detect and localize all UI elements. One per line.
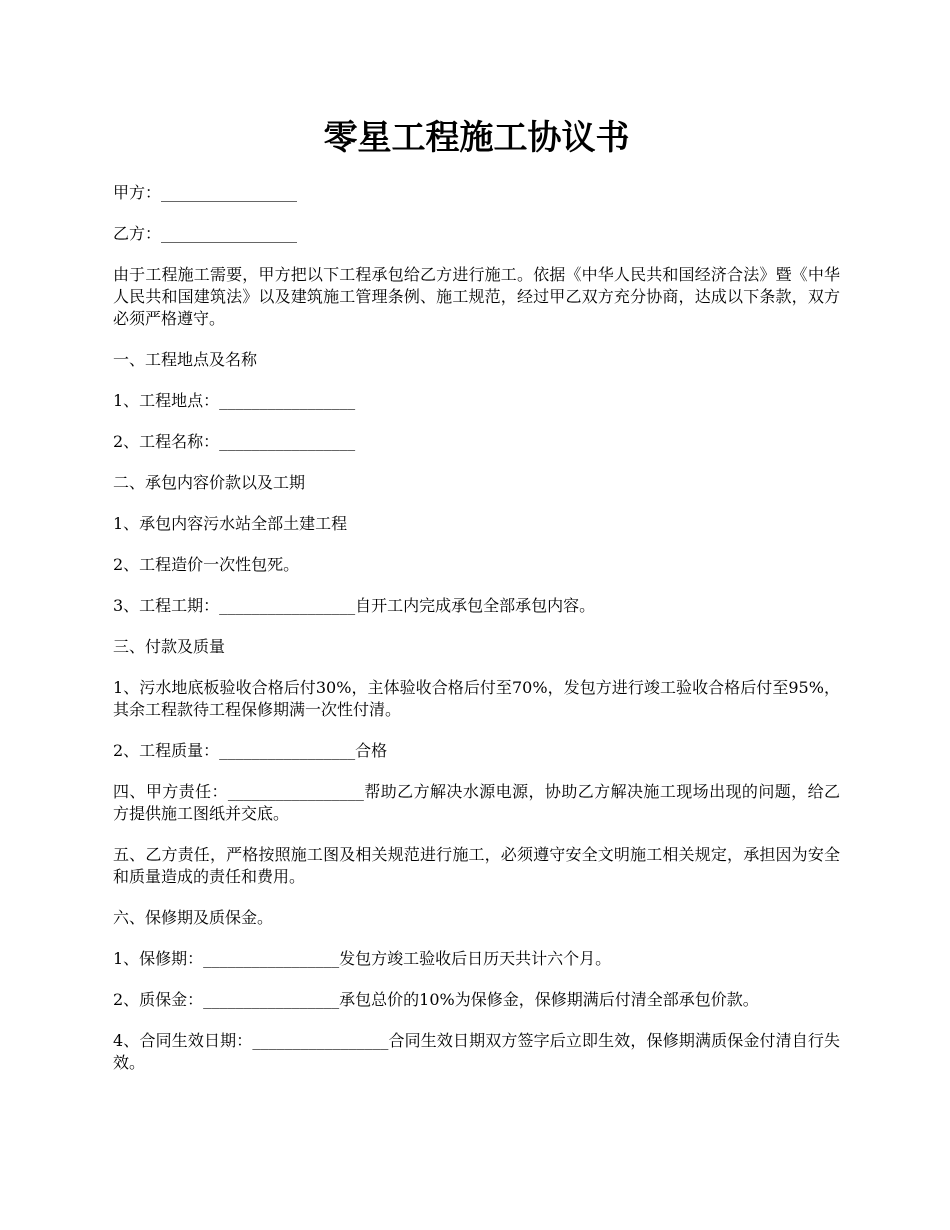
clause-price: 2、工程造价一次性包死。 bbox=[113, 555, 300, 574]
section-party-a-duties: 四、甲方责任：_________________帮助乙方解决水源电源，协助乙方解决施工现场出现的问题，给乙方提供施工图纸并交底。 bbox=[113, 782, 840, 823]
clause-payment: 1、污水地底板验收合格后付30%，主体验收合格后付至70%，发包方进行竣工验收合格后付至95%，其余工程款待工程保修期满一次性付清。 bbox=[113, 678, 840, 719]
clause-scope: 1、承包内容污水站全部土建工程 bbox=[113, 514, 348, 533]
section-party-b-duties: 五、乙方责任，严格按照施工图及相关规范进行施工，必须遵守安全文明施工相关规定，承担因为安全和质量造成的责任和费用。 bbox=[113, 845, 840, 886]
clause-location: 1、工程地点：_________________ bbox=[113, 391, 356, 410]
clause-effective-date: 4、合同生效日期：_________________合同生效日期双方签字后立即生效，保修期满质保金付清自行失效。 bbox=[113, 1031, 840, 1072]
section-heading-warranty: 六、保修期及质保金。 bbox=[113, 908, 274, 927]
clause-project-name: 2、工程名称：_________________ bbox=[113, 432, 356, 451]
section-heading-payment: 三、付款及质量 bbox=[113, 637, 226, 656]
clause-retention: 2、质保金：_________________承包总价的10%为保修金，保修期满后付清全部承包价款。 bbox=[113, 990, 759, 1009]
clause-duration: 3、工程工期：_________________自开工内完成承包全部承包内容。 bbox=[113, 596, 596, 615]
clause-warranty-period: 1、保修期：_________________发包方竣工验收后日历天共计六个月。 bbox=[113, 949, 612, 968]
clause-quality: 2、工程质量：_________________合格 bbox=[113, 741, 388, 760]
party-b-line: 乙方：_________________ bbox=[113, 224, 298, 243]
document-page bbox=[113, 108, 840, 1093]
section-heading-location: 一、工程地点及名称 bbox=[113, 350, 258, 369]
party-a-line: 甲方：_________________ bbox=[113, 183, 298, 202]
document-title: 零星工程施工协议书 bbox=[323, 118, 630, 158]
section-heading-scope: 二、承包内容价款以及工期 bbox=[113, 473, 306, 492]
intro-paragraph: 由于工程施工需要，甲方把以下工程承包给乙方进行施工。依据《中华人民共和国经济合法》暨《中华人民共和国建筑法》以及建筑施工管理条例、施工规范，经过甲乙双方充分协商，达成以下条款，双方必须严格遵守。 bbox=[113, 265, 840, 328]
